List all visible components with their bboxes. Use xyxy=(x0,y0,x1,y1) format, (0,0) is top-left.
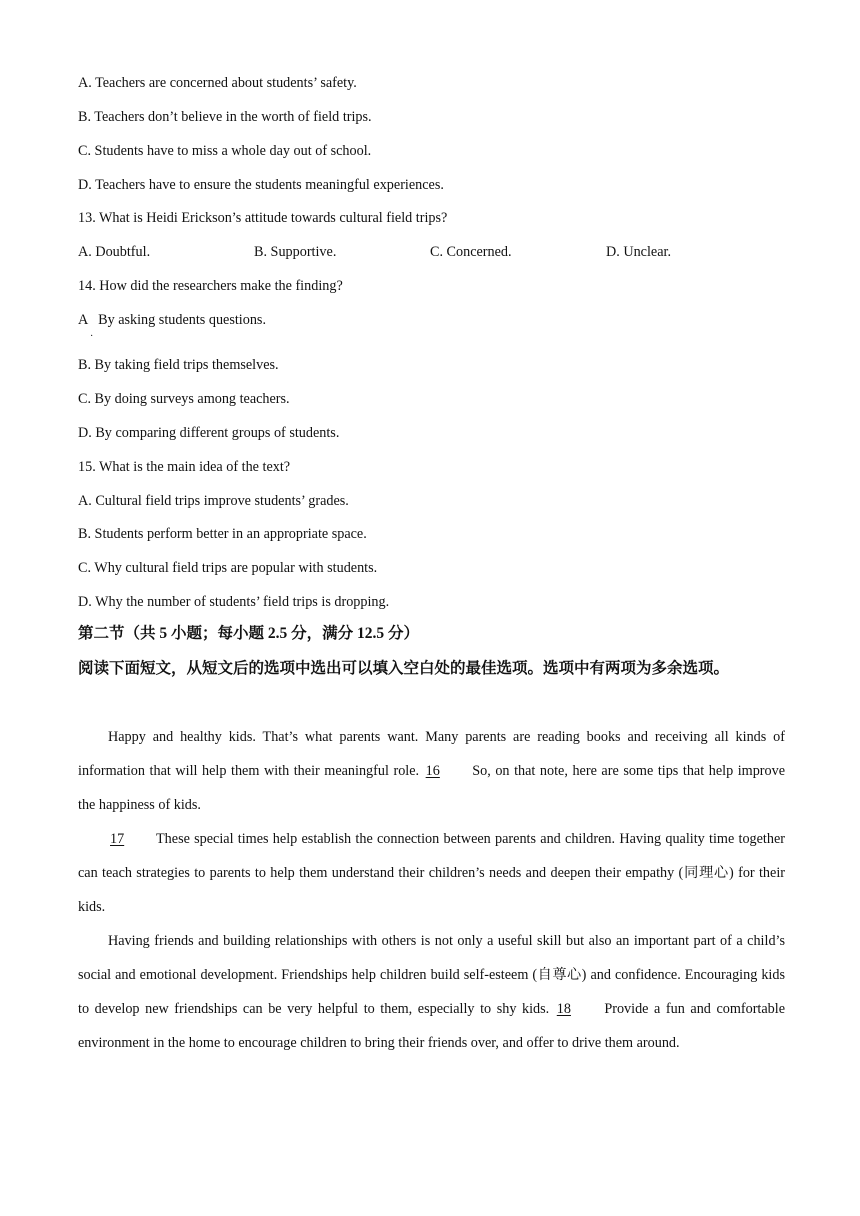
blank-16: 16 xyxy=(425,763,440,779)
blank-17: 17 xyxy=(110,831,125,847)
q14-option-d: D. By comparing different groups of students. xyxy=(78,425,340,441)
q12-option-a: A. Teachers are concerned about students’ safety. xyxy=(78,75,357,91)
p2-text-after: These special times help establish the connection between parents and children. Having quality time together can teach strategies to parents to help them understand their children’s needs and deepen their empathy (同理心) for their kids. xyxy=(78,831,785,915)
passage-paragraph-1 xyxy=(78,720,785,822)
q13-option-d: D. Unclear. xyxy=(606,244,671,260)
q14-option-b: B. By taking field trips themselves. xyxy=(78,357,279,373)
q13-option-c: C. Concerned. xyxy=(430,244,512,260)
q14-option-a: A By asking students questions. xyxy=(78,312,266,328)
p1-text-after: So, on that note, here are some tips that help improve the happiness of kids. xyxy=(78,763,786,813)
passage-paragraph-3 xyxy=(78,924,785,1060)
section-title: 第二节（共 5 小题；每小题 2.5 分，满分 12.5 分） xyxy=(78,625,420,642)
q12-option-d: D. Teachers have to ensure the students meaningful experiences. xyxy=(78,177,444,193)
q15-option-b: B. Students perform better in an appropriate space. xyxy=(78,526,367,542)
p3-text-before: Having friends and building relationships with others is not only a useful skill but also an important part of a child’s social and emotional development. Friendships help children build self-esteem (自尊心) and confidence. Encouraging kids to develop new friendships can be very helpful to them, especially to shy kids. xyxy=(78,933,785,1017)
q12-option-b: B. Teachers don’t believe in the worth of field trips. xyxy=(78,109,372,125)
p3-text-after: Provide a fun and comfortable environment in the home to encourage children to bring their friends over, and offer to drive them around. xyxy=(78,1001,786,1051)
q15-option-a: A. Cultural field trips improve students’ grades. xyxy=(78,493,349,509)
q13-question: 13. What is Heidi Erickson’s attitude towards cultural field trips? xyxy=(78,210,448,226)
blank-18: 18 xyxy=(556,1001,571,1017)
q14-option-c: C. By doing surveys among teachers. xyxy=(78,391,290,407)
q14-option-a-dot: · xyxy=(90,331,94,342)
q15-question: 15. What is the main idea of the text? xyxy=(78,459,291,475)
q15-option-c: C. Why cultural field trips are popular with students. xyxy=(78,560,378,576)
q14-question: 14. How did the researchers make the finding? xyxy=(78,278,343,294)
q12-option-c: C. Students have to miss a whole day out of school. xyxy=(78,143,372,159)
section-instruction: 阅读下面短文，从短文后的选项中选出可以填入空白处的最佳选项。选项中有两项为多余选项。 xyxy=(78,660,730,677)
q13-option-b: B. Supportive. xyxy=(254,244,337,260)
q15-option-d: D. Why the number of students’ field trips is dropping. xyxy=(78,594,390,610)
q13-option-a: A. Doubtful. xyxy=(78,244,151,260)
p1-text-before: Happy and healthy kids. That’s what parents want. Many parents are reading books and receiving all kinds of information that will help them with their meaningful role. xyxy=(78,729,785,779)
passage-paragraph-2 xyxy=(78,822,785,924)
